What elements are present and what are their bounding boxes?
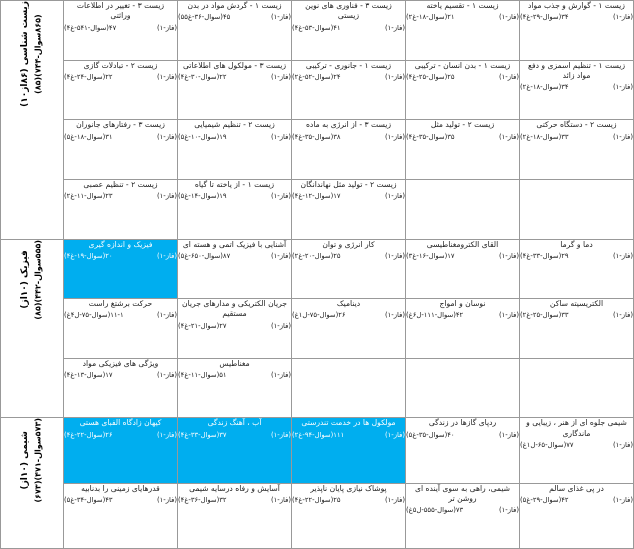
topic-count: ۲۹(سوال-۳۳-غ۴) <box>520 251 569 260</box>
subject-label-physics <box>1 239 64 418</box>
topic-phase: (فاز-۱) <box>270 321 291 330</box>
topic-cell[interactable] <box>292 60 406 120</box>
topic-meta <box>406 311 519 320</box>
topic-phase: (فاز-۱) <box>156 23 177 32</box>
topic-count: ۳۴(سوال-۱۸-غ۲) <box>520 83 569 92</box>
topic-cell[interactable] <box>292 483 406 548</box>
topic-title: آسایش و رفاه درسایه شیمی <box>189 483 280 493</box>
topic-count: ۲۲(سوال-۲۴-غ۴) <box>64 72 113 81</box>
topic-count: ۱۷(سوال-۱۳-غ۴) <box>64 371 113 380</box>
topic-cell[interactable] <box>406 120 520 180</box>
topic-cell[interactable] <box>292 120 406 180</box>
topic-cell[interactable] <box>406 418 520 483</box>
topic-meta <box>520 252 633 261</box>
topic-title: قدرهایای زمینی را بدنابیه <box>81 483 160 493</box>
topic-phase: (فاز-۱) <box>612 495 633 504</box>
topic-count: ۳۷(سوال-۳۳-غ۴) <box>178 430 227 439</box>
topic-title: آشنایی با فیزیک اتمی و هسته ای <box>182 239 287 249</box>
topic-count: ۱۹(سوال-۱۴-غ۵) <box>178 192 227 201</box>
topic-count: ۳۴(سوال-۲۹-غ۴) <box>520 13 569 22</box>
topic-title: زیست ۲ - تولید مثل نهاندانگان <box>300 179 397 189</box>
topic-cell-empty <box>292 358 406 418</box>
topic-meta <box>406 73 519 82</box>
topic-count: ۳۵(سوال-۳۵-غ۴) <box>406 132 455 141</box>
topic-meta <box>178 13 291 22</box>
topic-cell[interactable] <box>64 179 178 239</box>
topic-meta <box>64 371 177 380</box>
topic-meta <box>292 496 405 505</box>
topic-meta <box>178 133 291 142</box>
topic-meta <box>520 441 633 450</box>
topic-meta <box>406 13 519 22</box>
topic-count: ۷۷(سوال-۶۵-ل۱غ) <box>520 440 574 449</box>
topic-phase: (فاز-۱) <box>498 251 519 260</box>
topic-phase: (فاز-۱) <box>156 495 177 504</box>
topic-count: ۳۳(سوال-۱۸-غ۲) <box>520 132 569 141</box>
topic-meta <box>292 192 405 201</box>
topic-cell[interactable] <box>406 239 520 299</box>
table-row <box>1 239 634 299</box>
topic-meta <box>520 13 633 22</box>
topic-cell[interactable] <box>406 299 520 359</box>
topic-cell[interactable] <box>64 120 178 180</box>
topic-cell-empty <box>520 179 634 239</box>
topic-title: زیست ۲ - دستگاه حرکتی <box>536 120 617 130</box>
table-row <box>1 60 634 120</box>
topic-title: زیست ۱ - جانوری - ترکیبی <box>305 60 392 70</box>
topic-title: مولکول ها در خدمت تندرستی <box>301 418 396 428</box>
topic-title: زیست ۲ - تنظیم شیمیایی <box>194 120 275 130</box>
topic-phase: (فاز-۱) <box>498 430 519 439</box>
subject-name: فیزیک (۱۰از) <box>20 250 31 309</box>
table-row <box>1 120 634 180</box>
topic-phase: (فاز-۱) <box>384 495 405 504</box>
topic-cell[interactable] <box>178 299 292 359</box>
topic-cell[interactable] <box>292 299 406 359</box>
subject-sub: (۵۵۵سوال-۴۴۲)(۸۵) <box>33 239 43 320</box>
topic-title: زیست ۳ - رفتارهای جانوران <box>76 120 165 130</box>
topic-title: زیست ۳ - مولکول های اطلاعاتی <box>182 60 287 70</box>
topic-count: ۴۷(سوال-۵۴۱-غ۴) <box>64 23 117 32</box>
topic-phase: (فاز-۱) <box>612 13 633 22</box>
topic-title: زیست ۲ - تبادلات گازی <box>83 60 158 70</box>
topic-meta <box>178 73 291 82</box>
topic-meta <box>64 192 177 201</box>
table-row <box>1 1 634 61</box>
topic-title: شیمی جلوه ای از هنر ، زیبایی و ماندگاری <box>526 418 627 438</box>
topic-meta <box>64 252 177 261</box>
topic-count: ۴۵(سوال-۳۶-غ۵۵) <box>178 13 231 22</box>
topic-title: در پی غذای سالم <box>549 483 604 493</box>
topic-meta <box>292 311 405 320</box>
topic-phase: (فاز-۱) <box>612 132 633 141</box>
topic-title: الکتریسیته ساکن <box>549 299 604 309</box>
topic-count: ۲۴(سوال-۵۲-غ۲) <box>292 72 341 81</box>
topic-meta <box>520 83 633 92</box>
topic-cell[interactable] <box>64 483 178 548</box>
table-body <box>1 1 634 549</box>
topic-phase: (فاز-۱) <box>270 13 291 22</box>
subject-label-chemistry <box>1 418 64 549</box>
topic-title: زیست ۱ - از یاخته تا گیاه <box>194 179 275 189</box>
topic-cell[interactable] <box>520 239 634 299</box>
topic-title: پوشاک نیازی پایان ناپذیر <box>310 483 387 493</box>
topic-count: ۳۱(سوال-۱۸-غ۵) <box>64 132 113 141</box>
topic-phase: (فاز-۱) <box>384 23 405 32</box>
topic-title: زیست ۲ - تنظیم عصبی <box>83 179 158 189</box>
topic-meta <box>520 311 633 320</box>
topic-phase: (فاز-۱) <box>384 311 405 320</box>
topic-phase: (فاز-۱) <box>384 132 405 141</box>
topic-phase: (فاز-۱) <box>498 13 519 22</box>
topic-count: ۴۰(سوال-۳۵-غ۵) <box>406 430 455 439</box>
topic-title: کیهان زادگاه الفبای هستی <box>79 418 162 428</box>
topic-cell[interactable] <box>178 60 292 120</box>
topic-meta <box>406 506 519 515</box>
topic-count: ۱۱۱(سوال-۹۴-غ۲) <box>292 430 345 439</box>
topic-phase: (فاز-۱) <box>156 371 177 380</box>
topic-phase: (فاز-۱) <box>270 251 291 260</box>
topic-title: نوسان و امواج <box>439 299 486 309</box>
subject-label-biology <box>1 1 64 240</box>
topic-meta <box>406 252 519 261</box>
topic-meta <box>520 133 633 142</box>
topic-count: ۲۶(سوال-۲۲-غ۴) <box>64 430 113 439</box>
topic-phase: (فاز-۱) <box>384 430 405 439</box>
topic-phase: (فاز-۱) <box>612 251 633 260</box>
topic-phase: (فاز-۱) <box>498 72 519 81</box>
topic-cell[interactable] <box>64 358 178 418</box>
topic-count: ۱۷(سوال-۱۶-غ۳) <box>406 251 455 260</box>
topic-count: ۲۲(سوال-۳۰-غ۴) <box>178 72 227 81</box>
topic-count: ۷۳(سوال-۵۵۵-ل۵غ) <box>406 506 464 515</box>
topic-meta <box>64 133 177 142</box>
subject-text <box>19 418 45 502</box>
topic-count: ۲۶(سوال-۷۵-ل۱غ) <box>292 311 346 320</box>
topic-cell[interactable] <box>178 120 292 180</box>
topic-cell[interactable] <box>64 1 178 61</box>
topic-title: ویژگی های فیزیکی مواد <box>82 358 159 368</box>
topic-meta <box>64 24 177 33</box>
topic-count: ۲۵(سوال-۲۵-غ۴) <box>406 72 455 81</box>
subject-sub: (۵۷۳سوال-۴۷۱)(۶۷۳) <box>33 418 43 503</box>
topic-meta <box>64 431 177 440</box>
topic-count: ۴۲(سوال-۱۱۱-ل۶غ) <box>406 311 464 320</box>
topic-title: زیست ۱ - گوارش و جذب مواد <box>528 1 625 10</box>
topic-cell-empty <box>406 358 520 418</box>
topic-cell[interactable] <box>292 179 406 239</box>
topic-title: زیست ۳ - فناوری های نوین زیستی <box>305 1 392 21</box>
topic-title: زیست ۳ - از انرژی به ماده <box>305 120 392 130</box>
topic-phase: (فاز-۱) <box>270 495 291 504</box>
topic-count: ۳۲(سوال-۳۶-غ۴) <box>178 495 227 504</box>
topic-phase: (فاز-۱) <box>156 132 177 141</box>
topic-count: ۴۲(سوال-۲۹-غ۵) <box>520 495 569 504</box>
topic-meta <box>292 252 405 261</box>
topic-cell[interactable] <box>520 1 634 61</box>
topic-cell[interactable] <box>178 483 292 548</box>
topic-phase: (فاز-۱) <box>498 311 519 320</box>
topic-title: شیمی، راهی به سوی آینده ای روشن تر <box>415 483 510 503</box>
topic-phase: (فاز-۱) <box>384 72 405 81</box>
topic-title: زیست ۱ - گردش مواد در بدن <box>187 1 282 10</box>
subject-text <box>19 240 45 320</box>
table-row <box>1 418 634 483</box>
topic-cell-highlighted[interactable] <box>292 418 406 483</box>
topic-cell-empty <box>406 179 520 239</box>
topic-count: ۳۳(سوال-۲۵-غ۲) <box>520 311 569 320</box>
topic-meta <box>178 371 291 380</box>
topic-cell-highlighted[interactable] <box>64 239 178 299</box>
topic-meta <box>178 322 291 331</box>
topic-count: ۲۷(سوال-۲۱-غ۴) <box>178 321 227 330</box>
topic-phase: (فاز-۱) <box>612 440 633 449</box>
topic-cell-highlighted[interactable] <box>64 418 178 483</box>
topic-meta <box>64 73 177 82</box>
topic-title: حرکت برشتغ راست <box>88 299 153 309</box>
topic-count: ۲۰(سوال-۱۹-غ۴) <box>64 251 113 260</box>
topic-cell-empty <box>520 358 634 418</box>
topic-meta <box>520 496 633 505</box>
topic-meta <box>178 192 291 201</box>
topic-cell[interactable] <box>178 179 292 239</box>
topic-cell[interactable] <box>292 239 406 299</box>
topic-meta <box>406 133 519 142</box>
topic-cell[interactable] <box>406 1 520 61</box>
topic-phase: (فاز-۱) <box>498 506 519 515</box>
topic-cell[interactable] <box>292 1 406 61</box>
topic-title: کار انرژی و توان <box>322 239 375 249</box>
topic-phase: (فاز-۱) <box>156 311 177 320</box>
topic-phase: (فاز-۱) <box>270 132 291 141</box>
topic-meta <box>292 24 405 33</box>
topic-count: ۱۹(سوال-۱۰-غ۵) <box>178 132 227 141</box>
topic-cell[interactable] <box>520 299 634 359</box>
subject-text <box>19 1 45 107</box>
topic-phase: (فاز-۱) <box>612 311 633 320</box>
topic-meta <box>178 252 291 261</box>
topic-meta <box>292 431 405 440</box>
topic-title: دما و گرما <box>560 239 593 249</box>
table-row <box>1 299 634 359</box>
topic-phase: (فاز-۱) <box>156 251 177 260</box>
topic-title: زیست ۱ - تنظیم اسمزی و دفع مواد زائد <box>527 60 626 80</box>
topic-title: جریان الکتریکی و مدارهای جریان مستقیم <box>182 299 287 319</box>
topic-cell[interactable] <box>64 299 178 359</box>
topic-cell[interactable] <box>406 60 520 120</box>
topic-cell-highlighted[interactable] <box>178 418 292 483</box>
topic-meta <box>292 73 405 82</box>
topic-phase: (فاز-۱) <box>270 371 291 380</box>
topic-count: ۴۱(سوال-۵۳-غ۴) <box>292 23 341 32</box>
topic-title: زیست ۳ - تغییر در اطلاعات وراثتی <box>76 1 165 21</box>
topic-phase: (فاز-۱) <box>270 192 291 201</box>
topic-count: ۱۱-۱(سوال-۷۵-ل۴غ) <box>64 311 124 320</box>
topic-cell[interactable] <box>64 60 178 120</box>
topic-cell[interactable] <box>178 239 292 299</box>
topic-count: ۸۷(سوال-۶۵۰-غ۵) <box>178 251 231 260</box>
topic-count: ۴۳(سوال-۳۴-غ۵) <box>64 495 113 504</box>
table-row <box>1 358 634 418</box>
subject-name: شیمی (۱۰از) <box>20 431 31 490</box>
topic-title: زیست ۱ - تقسیم یاخته <box>426 1 499 10</box>
topic-phase: (فاز-۱) <box>498 132 519 141</box>
topic-count: ۳۸(سوال-۳۵-غ۴) <box>292 132 341 141</box>
topic-count: ۱۷(سوال-۱۲-غ۴) <box>292 192 341 201</box>
topic-cell[interactable] <box>406 483 520 548</box>
topic-count: ۲۳(سوال-۱۱-غ۲) <box>64 192 113 201</box>
topic-phase: (فاز-۱) <box>384 192 405 201</box>
topic-count: ۲۱(سوال-۱۸-غ۲) <box>406 13 455 22</box>
topic-meta <box>64 311 177 320</box>
topic-count: ۲۵(سوال-۲۲-غ۴) <box>292 495 341 504</box>
topic-phase: (فاز-۱) <box>156 72 177 81</box>
topic-title: زیست ۲ - تولید مثل <box>430 120 495 130</box>
topic-title: دینامیک <box>336 299 361 309</box>
topic-cell[interactable] <box>520 120 634 180</box>
topic-cell[interactable] <box>178 358 292 418</box>
subject-name: زیست شناسی (۸۶از۱۰) <box>20 1 31 107</box>
topic-count: ۵۱(سوال-۱۱-غ۴) <box>178 371 227 380</box>
topic-cell[interactable] <box>178 1 292 61</box>
table-row <box>1 483 634 548</box>
topic-phase: (فاز-۱) <box>270 72 291 81</box>
topic-title: القای الکترومغناطیسی <box>426 239 499 249</box>
topic-cell[interactable] <box>520 483 634 548</box>
topic-title: ردپای گازها در زندگی <box>428 418 497 428</box>
topic-phase: (فاز-۱) <box>156 192 177 201</box>
topic-phase: (فاز-۱) <box>156 430 177 439</box>
topic-cell[interactable] <box>520 60 634 120</box>
topic-title: آب ، آهنگ زندگی <box>207 418 262 428</box>
topic-meta <box>406 431 519 440</box>
topic-title: زیست ۱ - بدن انسان - ترکیبی <box>414 60 511 70</box>
topic-cell[interactable] <box>520 418 634 483</box>
topic-title: مغناطیس <box>219 358 250 368</box>
topic-count: ۲۵(سوال-۲۰-غ۲) <box>292 251 341 260</box>
topic-meta <box>64 496 177 505</box>
topic-phase: (فاز-۱) <box>384 251 405 260</box>
subject-sub: (۸۶۵سوال-۷۴۴)(۸۵) <box>33 14 43 94</box>
topic-phase: (فاز-۱) <box>612 83 633 92</box>
topic-meta <box>178 431 291 440</box>
topic-meta <box>178 496 291 505</box>
topic-phase: (فاز-۱) <box>270 430 291 439</box>
table-row <box>1 179 634 239</box>
topic-title: فیزیک و اندازه گیری <box>88 239 153 249</box>
topic-meta <box>292 133 405 142</box>
